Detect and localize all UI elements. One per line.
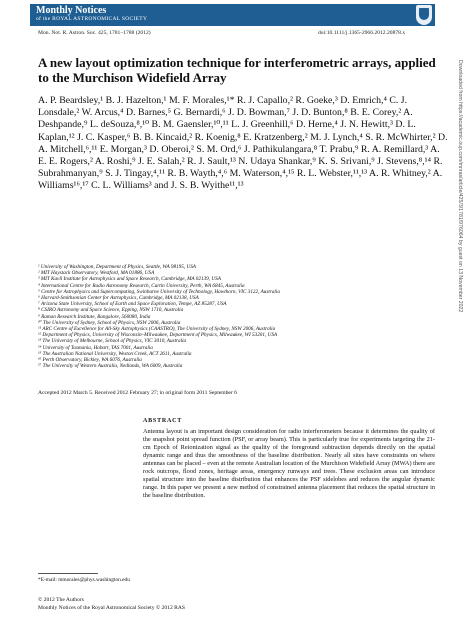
- affiliation: ¹ University of Washington, Department of Physics, Seattle, WA 98195, USA: [38, 264, 196, 270]
- affiliation: ¹³ The University of Melbourne, School of Physics, VIC 3010, Australia: [38, 338, 187, 345]
- running-head-doi[interactable]: doi:10.1111/j.1365-2966.2012.20878.x: [318, 30, 406, 36]
- received-dates: Accepted 2012 March 5. Received 2012 February 27; in original form 2011 September 6: [38, 390, 237, 396]
- author-list: A. P. Beardsley,¹ B. J. Hazelton,¹ M. F. Morales,¹* R. J. Capallo,² R. Goeke,³ D. Emrich,⁴ C. J. Lonsdale,² W. Arcus,⁴ D. Barnes,⁵ G. Bernardi,⁶ J. D. Bowman,⁷ J. D. Bunton,⁸ B. E. Corey,² A. Deshpande,⁹ L. deSouza,⁸,¹⁰ B. M. Gaensler,¹⁰,¹¹ L. J. Greenhill,⁶ D. Herne,⁴ J. N. Hewitt,³ D. L. Kaplan,¹² J. C. Kasper,⁶ B. B. Kincaid,² R. Koenig,⁸ E. Kratzenberg,² M. J. Lynch,⁴ S. R. McWhirter,² D. A. Mitchell,⁶,¹¹ E. Morgan,³ D. Oberoi,² S. M. Ord,⁶ J. Pathikulangara,⁸ T. Prabu,⁹ R. A. Remillard,³ A. E. E. Rogers,² A. Roshi,⁹ J. E. Salah,² R. J. Sault,¹³ N. Udaya Shankar,⁹ K. S. Srivani,⁹ J. Stevens,⁸,¹⁴ R. Subrahmanyan,⁹ S. J. Tingay,⁴,¹¹ R. B. Wayth,⁴,⁶ M. Waterson,⁴,¹⁵ R. L. Webster,¹¹,¹³ A. R. Whitney,² A. Williams¹⁶,¹⁷ C. L. Williams³ and J. S. B. Wyithe¹¹,¹³: [38, 95, 448, 192]
- affiliation: ¹² Department of Physics, University of Wisconsin–Milwaukee, Department of Physics, Milwaukee, WI 53201, USA: [38, 332, 278, 339]
- affiliation: ³ MIT Kavli Institute for Astrophysics and Space Research, Cambridge, MA 02139, USA: [38, 276, 221, 283]
- running-head-citation: Mon. Not. R. Astron. Soc. 425, 1781–1788 (2012): [38, 30, 151, 36]
- affiliation: ¹⁷ The University of Western Australia, Nedlands, WA 6009, Australia: [38, 363, 183, 370]
- affiliation: ⁵ Centre for Astrophysics and Supercomputing, Swinburne University of Technology, Hawthorn, VIC 3122, Australia: [38, 288, 280, 295]
- affiliation: ¹⁰ The University of Sydney, School of Physics, NSW 2006, Australia: [38, 319, 181, 326]
- journal-copyright-line: Monthly Notices of the Royal Astronomical Society © 2012 RAS: [38, 605, 186, 611]
- paper-title: A new layout optimization technique for interferometric arrays, applied to the Murchison Widefield Array: [38, 55, 436, 85]
- affiliation: ⁶ Harvard-Smithsonian Center for Astrophysics, Cambridge, MA 02138, USA: [38, 295, 199, 302]
- affiliation: ⁷ Arizona State University, School of Earth and Space Exploration, Tempe, AZ 85287, USA: [38, 301, 227, 308]
- affiliation: ¹⁶ Perth Observatory, Bickley, WA 6076, Australia: [38, 357, 142, 364]
- affiliations: [38, 264, 438, 369]
- abstract-text: Antenna layout is an important design consideration for radio interferometers because it determines the quality of the snapshot point spread function (PSF, or array beam). This is particularly true for experiments targeting the 21-cm Epoch of Reionization signal as the quality of the foreground subtraction depends directly on the spatial dynamic range and thus the smoothness of the baseline distribution. Nearly all sites have constraints on where antennas can be placed – even at the remote Australian location of the Murchison Widefield Array (MWA) there are rock outcrops, flood zones, heritage areas, emergency runways and trees. These exclusion areas can introduce spatial structure into the baseline distribution that enhances the PSF sidelobes and reduces the angular dynamic range. In this paper we present a new method of constrained antenna placement that reduces the spatial structure in the baseline distribution.: [143, 428, 435, 499]
- affiliation: ¹⁵ The Australian National University, Weston Creek, ACT 2611, Australia: [38, 350, 192, 357]
- affiliation: ⁸ CSIRO Astronomy and Space Science, Epping, NSW 1710, Australia: [38, 307, 184, 314]
- affiliation: ¹¹ ARC Centre of Excellence for All-Sky Astrophysics (CAASTRO), The University of Sydney, NSW 2006, Australia: [38, 326, 276, 333]
- footnote-rule: [38, 573, 98, 574]
- author-email[interactable]: *E-mail: mmorales@phys.washington.edu: [38, 577, 130, 583]
- journal-name: Monthly Notices: [36, 5, 107, 16]
- download-watermark: [455, 60, 465, 620]
- affiliation: ⁹ Raman Research Institute, Bangalore, 560080, India: [38, 313, 151, 320]
- abstract-heading: ABSTRACT: [143, 418, 183, 424]
- download-watermark-text: Downloaded from https://academic.oup.com/mnras/article/425/3/1781/976064 by guest on 13 November 2022: [457, 60, 463, 313]
- journal-banner: [30, 4, 435, 26]
- copyright-line: © 2012 The Authors: [38, 597, 84, 603]
- society-crest-icon: [416, 5, 432, 25]
- affiliation: ² MIT Haystack Observatory, Westford, MA 01886, USA: [38, 270, 155, 277]
- journal-society: of the ROYAL ASTRONOMICAL SOCIETY: [36, 16, 148, 22]
- affiliation: ¹⁴ University of Tasmania, Hobart, TAS 7001, Australia: [38, 344, 153, 351]
- affiliation: ⁴ International Centre for Radio Astronomy Research, Curtin University, Perth, WA 6845, Australia: [38, 282, 245, 289]
